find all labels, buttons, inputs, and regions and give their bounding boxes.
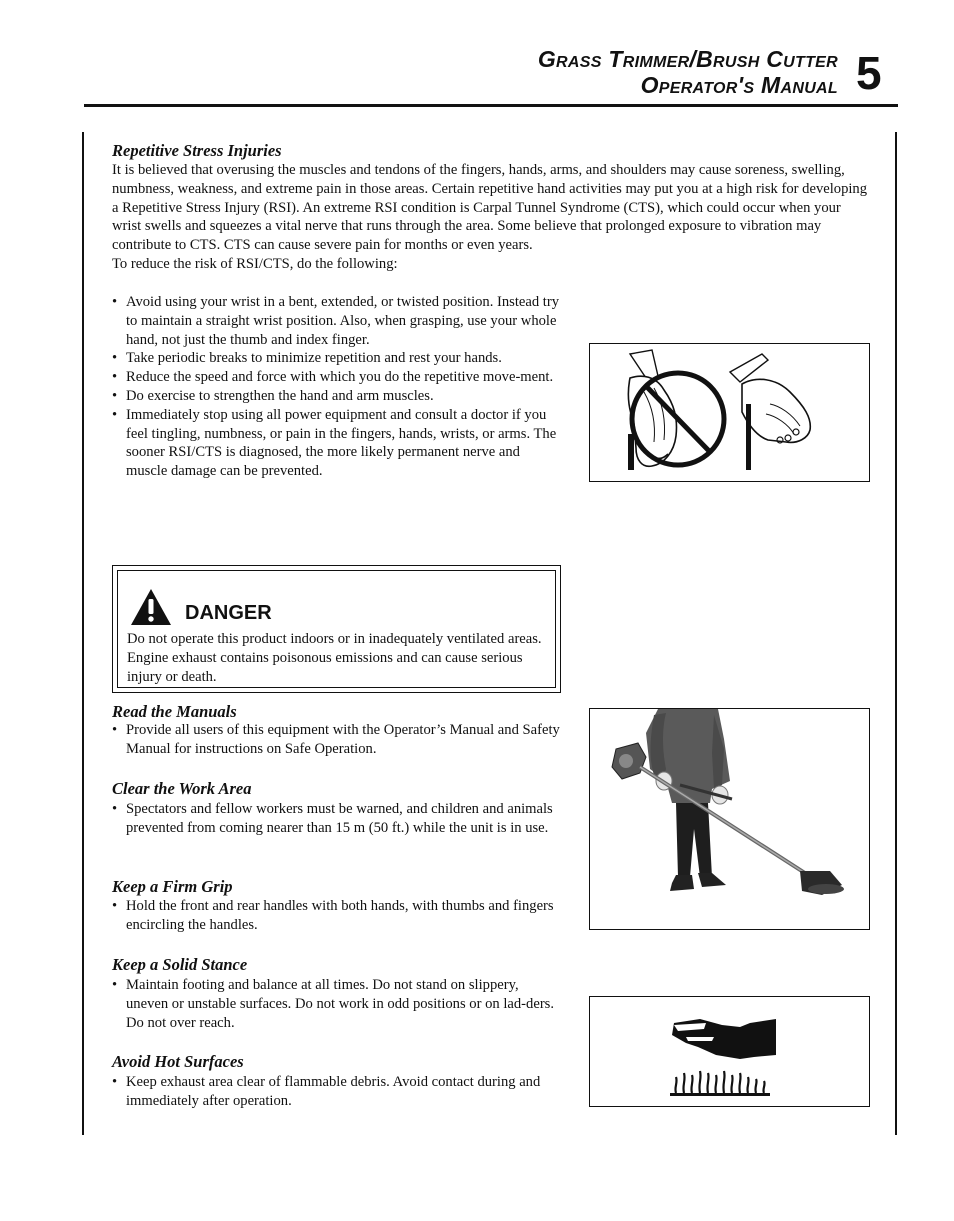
list-item: • Spectators and fellow workers must be warned, and children and animals prevented from coming nearer than 15 m (50 ft.) while the unit is in use. xyxy=(112,800,560,838)
page-rule-right xyxy=(895,132,897,1135)
hot-surfaces-heading: Avoid Hot Surfaces xyxy=(112,1052,244,1071)
list-item: • Take periodic breaks to minimize repetition and rest your hands. xyxy=(112,349,560,368)
page-number: 5 xyxy=(856,47,882,99)
firm-grip-list xyxy=(112,897,560,935)
hot-surface-icon xyxy=(590,997,869,1106)
danger-notice-inner xyxy=(117,570,556,688)
rsi-body: It is believed that overusing the muscles and tendons of the fingers, hands, arms, and shoulders may cause soreness, swelling, numbness, weakness, and extreme pain in those areas. Certain repetitive hand activities may put you at a high risk for developing a Repetitive Stress Injury (RSI). An extreme RSI condition is Carpal Tunnel Syndrome (CTS), which could occur when your wrist swells and squeezes a vital nerve that runs through the area. Some believe that prolonged exposure to vibration may contribute to CTS. CTS can cause severe pain for months or even years. xyxy=(112,162,868,254)
list-item: • Reduce the speed and force with which you do the repetitive move-ment. xyxy=(112,368,560,387)
list-item: • Hold the front and rear handles with both hands, with thumbs and fingers encircling the handles. xyxy=(112,897,560,935)
list-item: • Immediately stop using all power equipment and consult a doctor if you feel tingling, numbness, or pain in the fingers, hands, wrists, or arms. The sooner RSI/CTS is diagnosed, the more likely permanent nerve and muscle damage can be prevented. xyxy=(112,406,560,481)
manual-title xyxy=(538,46,838,98)
list-item: • Avoid using your wrist in a bent, extended, or twisted position. Instead try to maintain a straight wrist position. Also, when grasping, use your whole hand, not just the thumb and index finger. xyxy=(112,293,560,349)
operator-with-trimmer-illustration xyxy=(590,709,869,929)
rsi-intro: To reduce the risk of RSI/CTS, do the following: xyxy=(112,256,398,272)
clear-area-heading: Clear the Work Area xyxy=(112,779,252,798)
hot-surfaces-list xyxy=(112,1073,560,1111)
manual-title-line2: Operator's Manual xyxy=(640,72,838,98)
warning-triangle-icon xyxy=(129,587,173,627)
hot-surface-figure xyxy=(589,996,870,1107)
danger-text: Do not operate this product indoors or in inadequately ventilated areas. Engine exhaust contains poisonous emissions and can cause serious injury or death. xyxy=(127,631,542,685)
danger-label: DANGER xyxy=(185,602,272,624)
wrist-position-figure xyxy=(589,343,870,482)
list-item: • Keep exhaust area clear of flammable debris. Avoid contact during and immediately after operation. xyxy=(112,1073,560,1111)
page-rule-left xyxy=(82,132,84,1135)
solid-stance-heading: Keep a Solid Stance xyxy=(112,955,248,974)
wrist-illustration xyxy=(590,344,869,481)
list-item: • Provide all users of this equipment with the Operator’s Manual and Safety Manual for instructions on Safe Operation. xyxy=(112,721,560,759)
read-manuals-list xyxy=(112,721,560,759)
clear-area-list xyxy=(112,800,560,838)
list-item: • Do exercise to strengthen the hand and arm muscles. xyxy=(112,387,560,406)
operator-photo xyxy=(589,708,870,930)
list-item: • Maintain footing and balance at all times. Do not stand on slippery, uneven or unstable surfaces. Do not work in odd positions or on lad-ders. Do not over reach. xyxy=(112,976,560,1032)
header-rule xyxy=(84,104,898,107)
danger-notice xyxy=(112,565,561,693)
rsi-heading: Repetitive Stress Injuries xyxy=(112,141,282,160)
read-manuals-heading: Read the Manuals xyxy=(112,702,237,721)
firm-grip-heading: Keep a Firm Grip xyxy=(112,877,233,896)
rsi-bullet-list xyxy=(112,293,560,481)
manual-title-line1: Grass Trimmer/Brush Cutter xyxy=(537,46,838,72)
solid-stance-list xyxy=(112,976,560,1032)
